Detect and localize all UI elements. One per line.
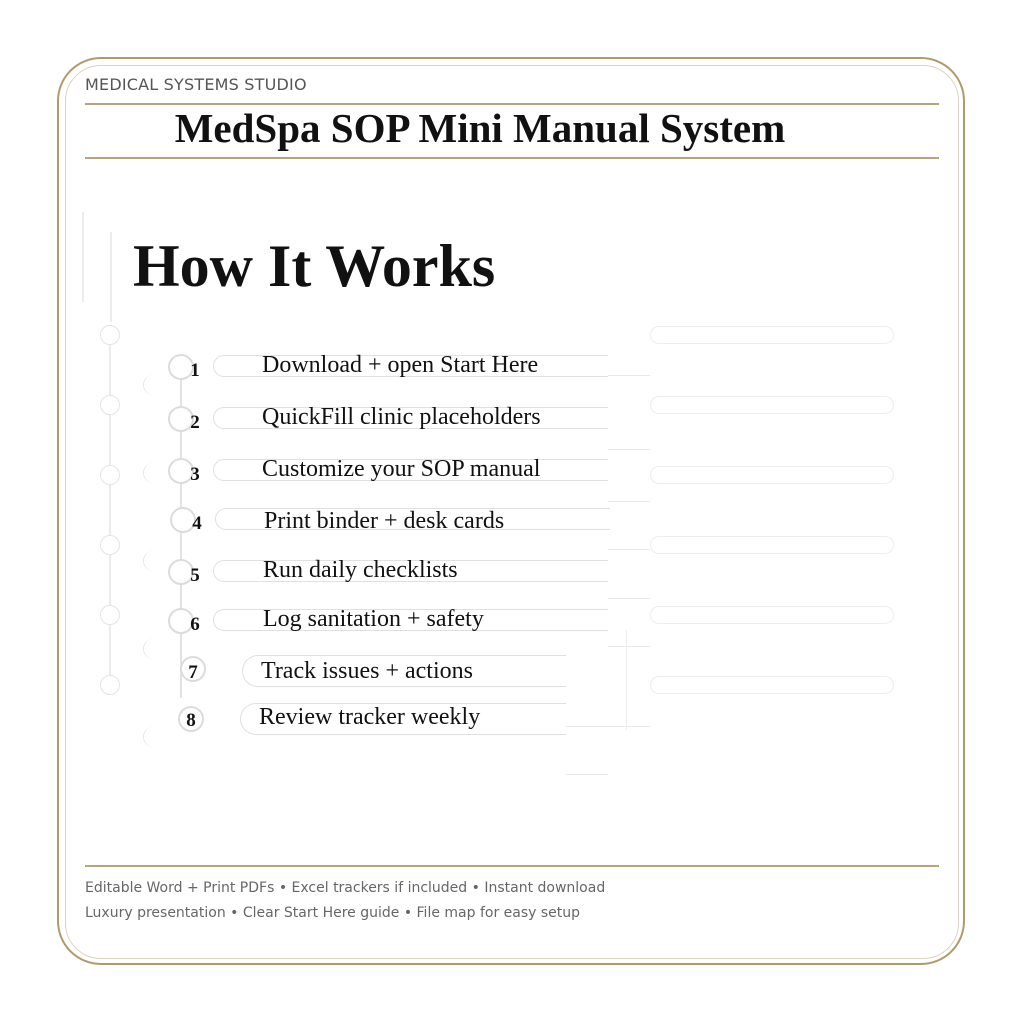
footer-features-line-2: Luxury presentation • Clear Start Here guide • File map for easy setup (85, 905, 581, 921)
heading-accent-bar (82, 212, 84, 302)
step-number: 3 (190, 464, 200, 485)
ghost-pill (650, 606, 894, 624)
step-number: 6 (190, 614, 200, 635)
step-number: 2 (190, 412, 200, 433)
header-bottom-rule (85, 157, 939, 159)
step-label: Review tracker weekly (259, 704, 481, 730)
ghost-spine (109, 330, 111, 690)
step-label: Track issues + actions (261, 658, 473, 684)
heading-accent-bar (110, 232, 112, 322)
page-title: MedSpa SOP Mini Manual System (174, 105, 786, 151)
brand-label: MEDICAL SYSTEMS STUDIO (85, 75, 307, 94)
ghost-pill (650, 536, 894, 554)
ghost-dot (100, 535, 120, 555)
ghost-dot (100, 675, 120, 695)
ghost-line (566, 726, 650, 727)
ghost-pill (650, 676, 894, 694)
step-number: 8 (186, 710, 196, 731)
ghost-dot (100, 465, 120, 485)
ghost-line (608, 598, 650, 599)
footer-features-line-1: Editable Word + Print PDFs • Excel trackers if included • Instant download (85, 880, 606, 896)
ghost-pill (650, 396, 894, 414)
ghost-dot (100, 395, 120, 415)
step-label: Run daily checklists (263, 557, 458, 583)
step-number: 1 (190, 360, 200, 381)
step-label: Download + open Start Here (262, 352, 539, 378)
ghost-line (608, 375, 650, 376)
ghost-dot (100, 325, 120, 345)
ghost-dot (100, 605, 120, 625)
step-label: Log sanitation + safety (263, 606, 484, 632)
ghost-line (566, 774, 608, 775)
ghost-line (608, 501, 650, 502)
step-number: 7 (188, 662, 198, 683)
ghost-line (608, 449, 650, 450)
ghost-pill (650, 326, 894, 344)
step-label: QuickFill clinic placeholders (262, 404, 541, 430)
step-number: 5 (190, 565, 200, 586)
section-heading: How It Works (133, 233, 496, 299)
ghost-pill (650, 466, 894, 484)
step-number: 4 (192, 513, 202, 534)
footer-rule (85, 865, 939, 867)
ghost-spine (626, 630, 627, 730)
ghost-line (608, 646, 650, 647)
ghost-line (608, 549, 650, 550)
step-label: Print binder + desk cards (264, 508, 505, 534)
step-label: Customize your SOP manual (262, 456, 541, 482)
